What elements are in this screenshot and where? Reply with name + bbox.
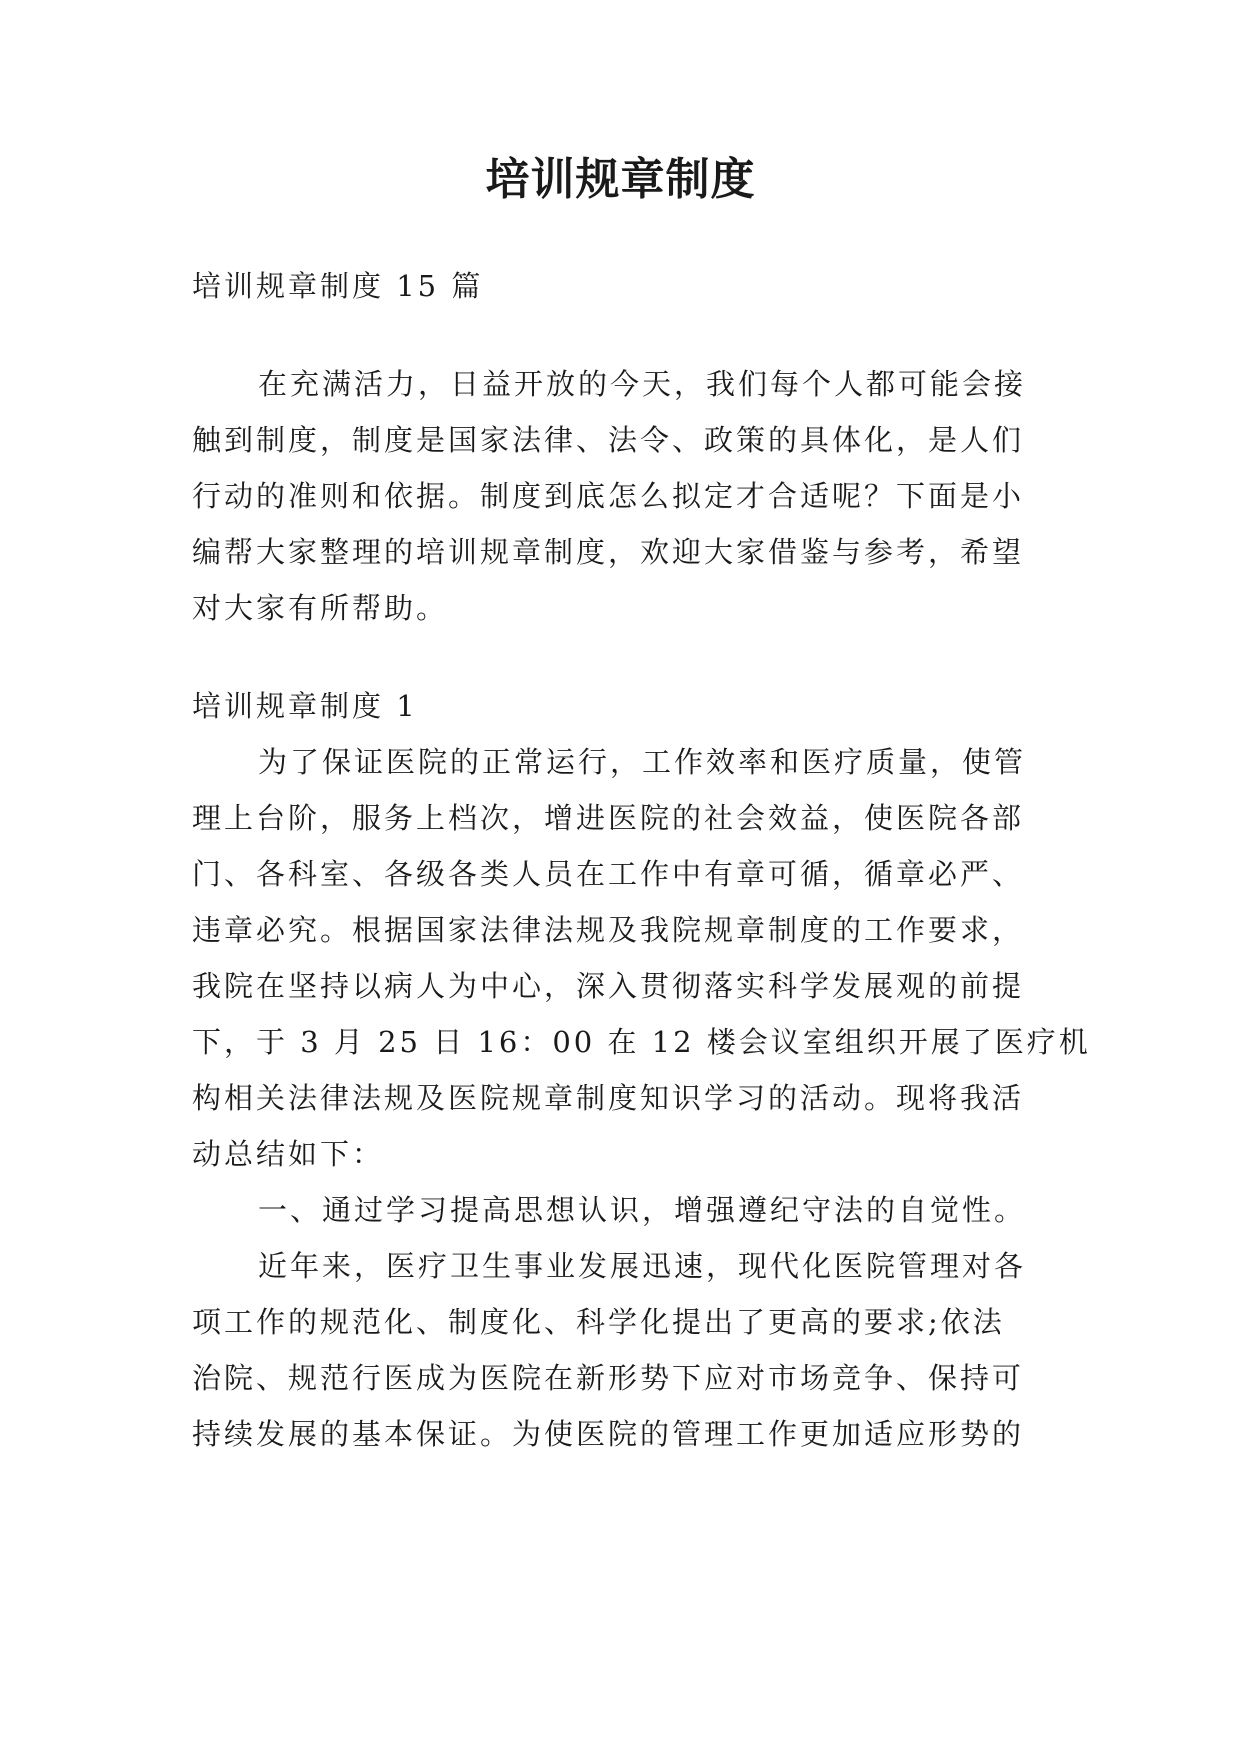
paragraph-line: 近年来，医疗卫生事业发展迅速，现代化医院管理对各 <box>258 1249 1027 1283</box>
paragraph-line: 对大家有所帮助。 <box>192 591 449 625</box>
paragraph-line: 编帮大家整理的培训规章制度，欢迎大家借鉴与参考，希望 <box>192 535 1025 569</box>
paragraph-line: 我院在坚持以病人为中心，深入贯彻落实科学发展观的前提 <box>192 969 1025 1003</box>
document-title: 培训规章制度 <box>485 154 756 205</box>
paragraph-line: 在充满活力，日益开放的今天，我们每个人都可能会接 <box>258 367 1027 401</box>
subsection-heading: 一、通过学习提高思想认识，增强遵纪守法的自觉性。 <box>258 1193 1027 1227</box>
paragraph-line: 行动的准则和依据。制度到底怎么拟定才合适呢？下面是小 <box>192 479 1025 513</box>
paragraph-line: 构相关法律法规及医院规章制度知识学习的活动。现将我活 <box>192 1081 1025 1115</box>
paragraph-line: 违章必究。根据国家法律法规及我院规章制度的工作要求， <box>192 913 1025 947</box>
paragraph-line: 动总结如下： <box>192 1137 385 1171</box>
paragraph-line: 下，于 3 月 25 日 16：00 在 12 楼会议室组织开展了医疗机 <box>192 1025 1091 1059</box>
paragraph-line: 持续发展的基本保证。为使医院的管理工作更加适应形势的 <box>192 1417 1025 1451</box>
paragraph-line: 项工作的规范化、制度化、科学化提出了更高的要求;依法 <box>192 1305 1005 1339</box>
paragraph-line: 为了保证医院的正常运行，工作效率和医疗质量，使管 <box>258 745 1027 779</box>
subtitle-line: 培训规章制度 15 篇 <box>192 269 484 303</box>
paragraph-line: 触到制度，制度是国家法律、法令、政策的具体化，是人们 <box>192 423 1025 457</box>
paragraph-line: 门、各科室、各级各类人员在工作中有章可循，循章必严、 <box>192 857 1025 891</box>
paragraph-line: 理上台阶，服务上档次，增进医院的社会效益，使医院各部 <box>192 801 1025 835</box>
paragraph-line: 治院、规范行医成为医院在新形势下应对市场竞争、保持可 <box>192 1361 1025 1395</box>
section-heading: 培训规章制度 1 <box>192 689 418 723</box>
